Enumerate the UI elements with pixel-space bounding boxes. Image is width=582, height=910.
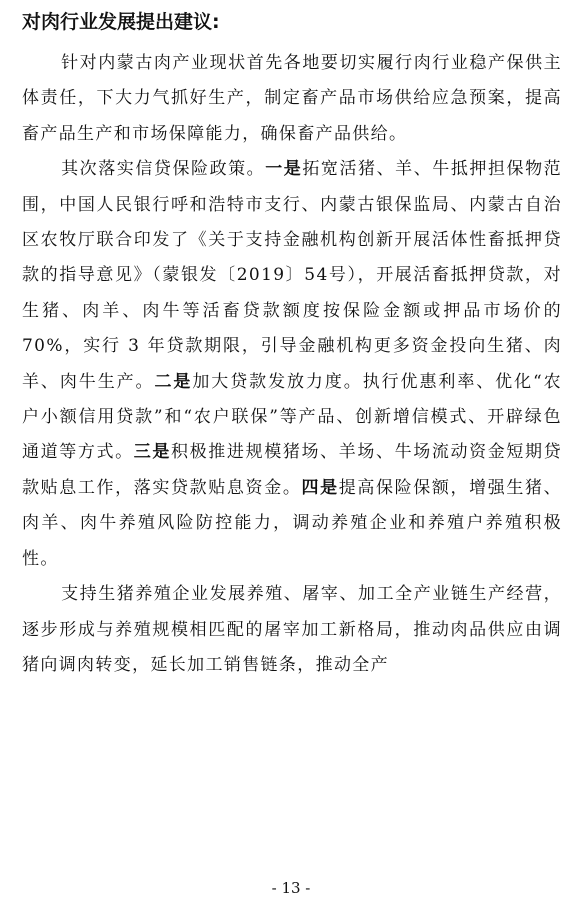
page-number: - 13 - xyxy=(271,879,311,897)
point-label-four: 四是 xyxy=(301,477,339,498)
paragraph-credit-insurance-policy xyxy=(22,152,562,577)
point-text-four: 提高保险保额，增强生猪、肉羊、肉牛养殖风险防控能力，调动养殖企业和养殖户养殖积极性。 xyxy=(22,477,562,569)
paragraph-production-responsibility: 针对内蒙古肉产业现状首先各地要切实履行肉行业稳产保供主体责任，下大力气抓好生产，制定畜产品市场供给应急预案，提高畜产品生产和市场保障能力，确保畜产品供给。 xyxy=(22,53,562,144)
point-label-three: 三是 xyxy=(133,442,172,463)
paragraph-intro: 其次落实信贷保险政策。 xyxy=(61,159,266,180)
document-body xyxy=(22,46,562,683)
point-label-two: 二是 xyxy=(154,371,193,392)
point-text-one: 拓宽活猪、羊、牛抵押担保物范围，中国人民银行呼和浩特市支行、内蒙古银保监局、内蒙古自治区农牧厅联合印发了《关于支持金融机构创新开展活体性畜抵押贷款的指导意见》（蒙银发〔2019〕54号），开展活畜抵押贷款，对生猪、肉羊、肉牛等活畜贷款额度按保险金额或押品市场价的 70%，实行 3 年贷款期限，引导金融机构更多资金投向生猪、肉羊、肉牛生产。 xyxy=(22,159,562,392)
point-text-two: 加大贷款发放力度。执行优惠利率、优化“农户小额信用贷款”和“农户联保”等产品、创新增信模式、开辟绿色通道等方式。 xyxy=(22,371,563,463)
point-label-one: 一是 xyxy=(265,159,303,180)
section-heading: 对肉行业发展提出建议: xyxy=(22,11,220,33)
point-text-three: 积极推进规模猪场、羊场、牛场流动资金短期贷款贴息工作，落实贷款贴息资金。 xyxy=(22,442,562,498)
paragraph-industry-chain: 支持生猪养殖企业发展养殖、屠宰、加工全产业链生产经营，逐步形成与养殖规模相匹配的屠宰加工新格局，推动肉品供应由调猪向调肉转变，延长加工销售链条，推动全产 xyxy=(22,584,562,675)
